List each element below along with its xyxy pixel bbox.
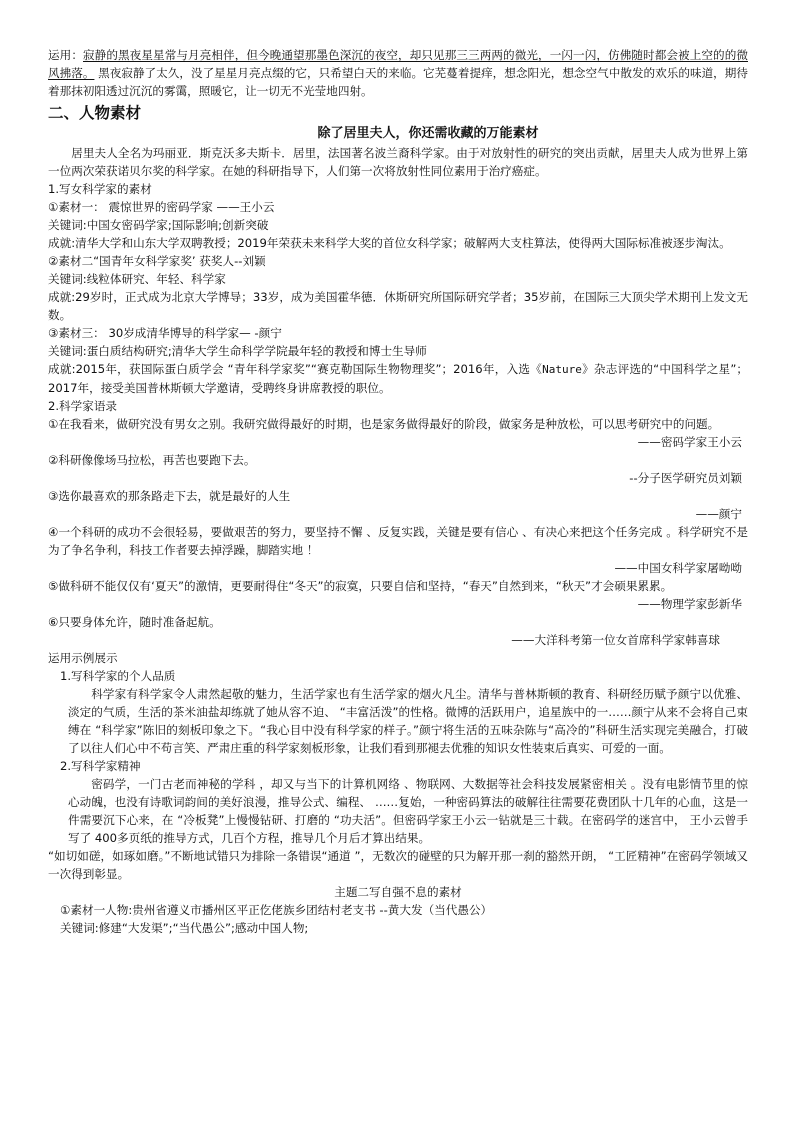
theme2-heading: 主题二写自强不息的素材 [334, 885, 462, 899]
material2-keywords: 关键词:线粒体研究、年轻、科学家 [48, 272, 226, 286]
material2-achievement: 成就:29岁时，正式成为北京大学博导；33岁，成为美国霍华德．休斯研究所国际研究学者；35岁前，在国际三大顶尖学术期刊上发文无数。 [48, 290, 748, 322]
part2-title: 2.科学家语录 [48, 399, 118, 413]
theme2-keywords: 关键词:修建“大发渠”;“当代愚公”;感动中国人物; [60, 921, 309, 935]
quote-6-author: ——大洋科考第一位女首席科学家韩喜球 [511, 633, 720, 647]
material1-keywords: 关键词:中国女密码学家;国际影响;创新突破 [48, 218, 269, 232]
quote-2: ②科研像像场马拉松，再苦也要跑下去。 [48, 453, 256, 467]
usage-paragraph [48, 46, 748, 100]
material2-heading: ②素材二“国青年女科学家奖’ 获奖人--刘颖 [48, 254, 266, 268]
intro-paragraph: 居里夫人全名为玛丽亚．斯克沃多夫斯卡．居里，法国著名波兰裔科学家。由于对放射性的研究的突出贡献，居里夫人成为世界上第一位两次荣获诺贝尔奖的科学家。在她的科研指导下，人们第一次将放射性同位素用于治疗癌症。 [48, 146, 748, 178]
quote-6: ⑥只要身体允许，随时准备起航。 [48, 615, 221, 629]
material3-heading: ③素材三： 30岁成清华博导的科学家— -颜宁 [48, 326, 282, 340]
example1-body: 科学家有科学家令人肃然起敬的魅力，生活学家也有生活学家的烟火凡尘。清华与普林斯顿的教育、科研经历赋予颜宁以优雅、淡定的气质，生活的茶米油盐却练就了她从容不迫、 “丰富活泼”的性格。微博的活跃用户，追星族中的一……颜宁从来不会将自己束缚在 “科学家”陈旧的刻板印象之下。“我心目中没有科学家的样子。”颜宁将生活的五味杂陈与“高冷的”科研生活实现完美融合，打破了以往人们心中不苟言笑、严肃庄重的科学家刻板形象，让我们看到那褪去优雅的知识女性装束后真实、可爱的一面。 [68, 687, 748, 755]
nature-journal: Nature [542, 363, 582, 376]
usage-rest: 黑夜寂静了太久，没了星星月亮点缀的它，只希望白天的来临。它芜蔓着提痒，想念阳光，想念空气中散发的欢乐的味道，期待着那抹初阳透过沉沉的雾霭，照暖它，让一切无不光莹地四射。 [48, 66, 748, 98]
usage-label: 运用： [48, 48, 84, 62]
usage-examples-title: 运用示例展示 [48, 651, 118, 665]
quote-3-author: ——颜宁 [695, 507, 742, 521]
document-page [48, 46, 748, 937]
material3-achievement [48, 360, 748, 397]
material3-keywords: 关键词:蛋白质结构研究;清华大学生命科学学院最年轻的教授和博士生导师 [48, 344, 427, 358]
quote-4: ④一个科研的成功不会很轻易，要做艰苦的努力，要坚持不懈 、反复实践，关键是要有信心 、有决心来把这个任务完成 。科学研究不是为了争名争利，科技工作者要去掉浮躁，脚踏实地 ！ [48, 525, 748, 557]
section-heading: 二、人物素材 [48, 104, 142, 122]
part1-title: 1.写女科学家的素材 [48, 182, 152, 196]
theme2-material1: ①素材一人物:贵州省遵义市播州区平正仡佬族乡团结村老支书 --黄大发（当代愚公） [60, 903, 493, 917]
quote-1: ①在我看来，做研究没有男女之别。我研究做得最好的时期，也是家务做得最好的阶段，做家务是种放松，可以思考研究中的问题。 [48, 417, 720, 431]
example2-title: 2.写科学家精神 [60, 759, 141, 773]
material3-achievement-b: 》杂志评选的“中国科学之星”；2017年，接受美国普林斯顿大学邀请，受聘终身讲席教授的职位。 [48, 362, 748, 395]
example2-body-b: “如切如磋，如琢如磨。”不断地试错只为排除一条错误“通道 ”，无数次的碰壁的只为解开那一刹的豁然开朗， “工匠精神”在密码学领域又一次得到彰显。 [48, 849, 748, 881]
quote-5: ⑤做科研不能仅仅有‘夏天”的激情，更要耐得住“冬天”的寂寞，只要自信和坚持，“春天”自然到来，“秋天”才会硕果累累。 [48, 579, 673, 593]
article-title: 除了居里夫人，你还需收藏的万能素材 [317, 126, 539, 141]
example1-title: 1.写科学家的个人品质 [60, 669, 176, 683]
material3-achievement-a: 成就:2015年，获国际蛋白质学会 “青年科学家奖”“赛克勒国际生物物理奖”；2016年，入选《 [48, 362, 543, 376]
material1-achievement: 成就:清华大学和山东大学双聘教授；2019年荣获未来科学大奖的首位女科学家；破解两大支柱算法，使得两大国际标准被逐步淘汰。 [48, 236, 731, 250]
material1-heading: ①素材一： 震惊世界的密码学家 ——王小云 [48, 200, 275, 214]
quote-3: ③选你最喜欢的那条路走下去，就是最好的人生 [48, 489, 291, 503]
example2-body-a: 密码学，一门古老而神秘的学科 ，却又与当下的计算机网络 、物联网、大数据等社会科技发展紧密相关 。没有电影情节里的惊心动魄，也没有诗歌词韵间的美好浪漫，推导公式、编程、 ……复始，一种密码算法的破解往往需要花费团队十几年的心血，这是一件需要沉下心来，在 “冷板凳”上慢慢钻研、打磨的 “功夫活”。但密码学家王小云一钻就是三十载。在密码学的迷宫中， 王小云曾手写了 400多页纸的推导方式，几百个方程，推导几个月后才算出结果。 [68, 777, 748, 845]
quote-2-author: --分子医学研究员刘颖 [629, 471, 742, 485]
quote-4-author: ——中国女科学家屠呦呦 [614, 561, 742, 575]
quote-1-author: ——密码学家王小云 [637, 435, 742, 449]
underlined-sentence: 寂静的黑夜星星常与月亮相伴，但今晚通望那墨色深沉的夜空，却只见那三三两两的微光，一闪一闪，仿佛随时都会被上空的的微风拂落。 [48, 48, 748, 80]
quote-5-author: ——物理学家彭新华 [637, 597, 742, 611]
